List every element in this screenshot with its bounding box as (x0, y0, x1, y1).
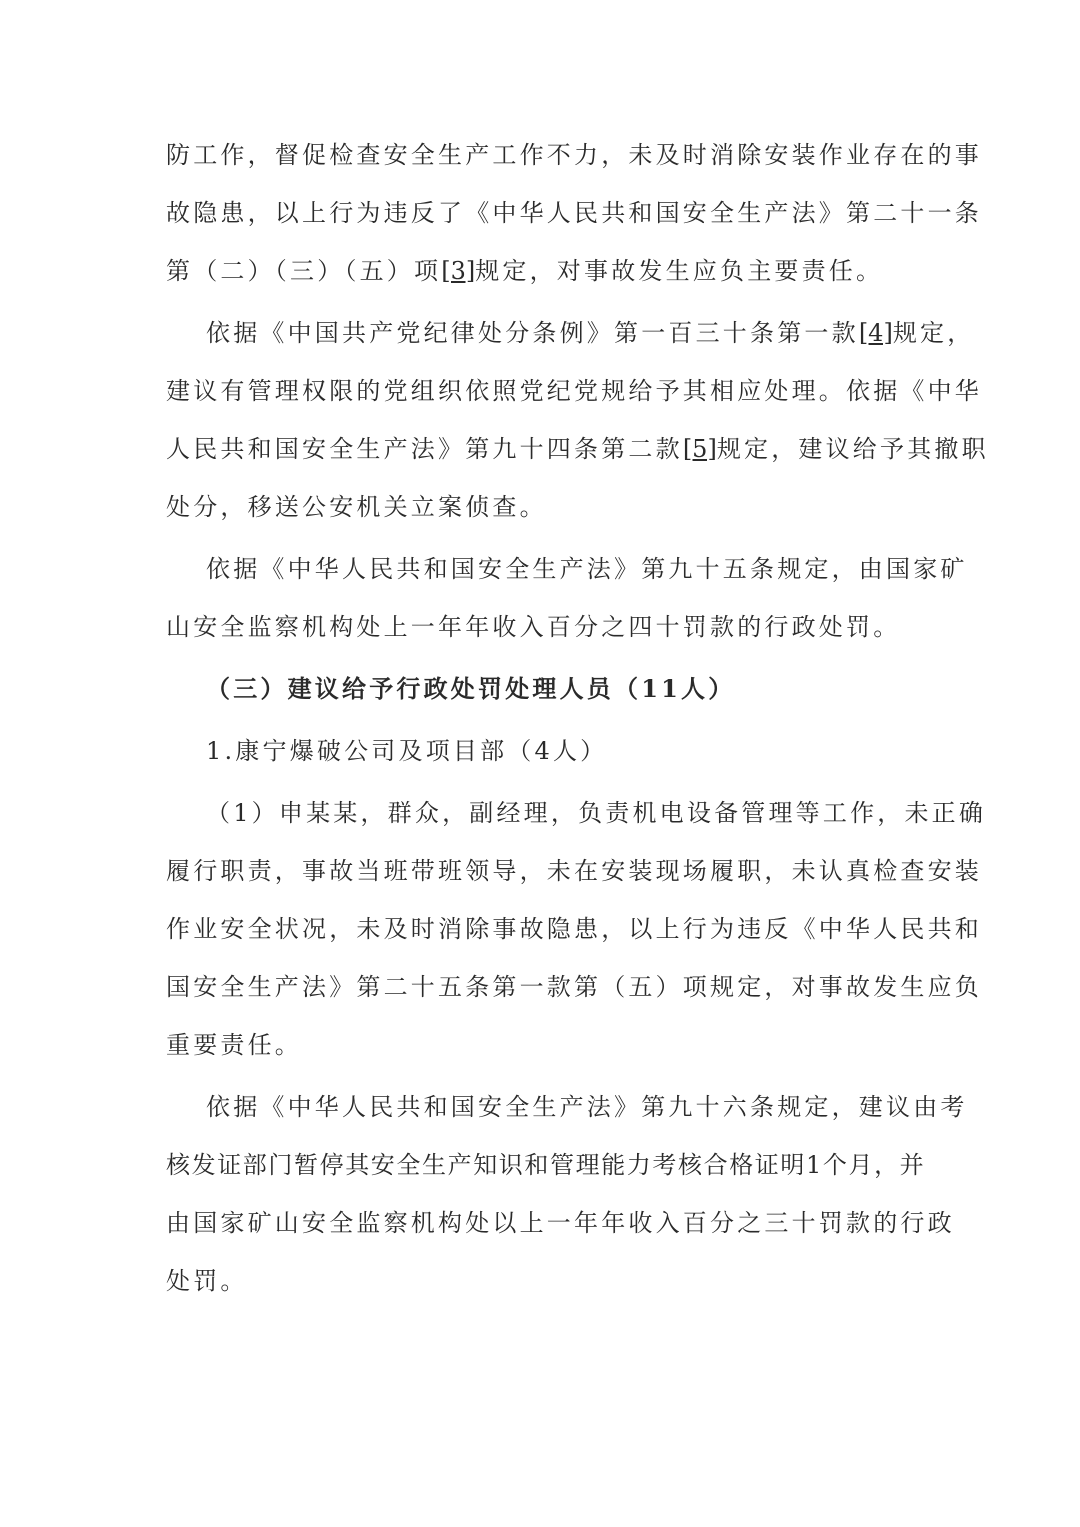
text-line: （1）申某某，群众，副经理，负责机电设备管理等工作，未正确 (206, 799, 987, 827)
text-span: 规定，建议给予其撤职 (716, 435, 989, 463)
text-line: 防工作，督促检查安全生产工作不力，未及时消除安装作业存在的事 (166, 141, 982, 169)
text-line (166, 420, 989, 478)
paragraph-penalty-person-1 (166, 1078, 968, 1310)
text-line (166, 242, 918, 300)
text-line: 处罚。 (166, 1267, 248, 1295)
footnote-ref-3[interactable]: [3] (441, 257, 476, 285)
text-line: 依据《中华人民共和国安全生产法》第九十六条规定，建议由考 (206, 1093, 968, 1121)
text-line: 处分，移送公安机关立案侦查。 (166, 493, 547, 521)
text-span: 人民共和国安全生产法》第九十四条第二款 (166, 435, 683, 463)
text-line: 建议有管理权限的党组织依照党纪党规给予其相应处理。依据《中华 (166, 377, 982, 405)
paragraph-party-discipline (166, 304, 989, 536)
paragraph-responsibility (166, 126, 982, 300)
text-line: 国安全生产法》第二十五条第一款第（五）项规定，对事故发生应负 (166, 973, 982, 1001)
text-span: 规定，对事故发生应负主要责任。 (475, 257, 884, 285)
subsection-heading: 1.康宁爆破公司及项目部（4人） (206, 737, 608, 765)
paragraph-person-1 (166, 784, 987, 1074)
text-line: 故隐患，以上行为违反了《中华人民共和国安全生产法》第二十一条 (166, 199, 982, 227)
paragraph-fine-forty-percent (166, 540, 968, 656)
text-line: 作业安全状况，未及时消除事故隐患，以上行为违反《中华人民共和 (166, 915, 982, 943)
text-span: 依据《中国共产党纪律处分条例》第一百三十条第一款 (206, 319, 859, 347)
text-line: 履行职责，事故当班带班领导，未在安装现场履职，未认真检查安装 (166, 857, 982, 885)
text-line: 山安全监察机构处上一年年收入百分之四十罚款的行政处罚。 (166, 613, 901, 641)
document-page (166, 126, 989, 1310)
text-line: 由国家矿山安全监察机构处以上一年年收入百分之三十罚款的行政 (166, 1209, 955, 1237)
text-line (166, 304, 975, 362)
text-span: 规定， (892, 319, 975, 347)
text-span: 第（二）（三）（五）项 (166, 257, 442, 285)
text-line: 核发证部门暂停其安全生产知识和管理能力考核合格证明1个月，并 (166, 1151, 926, 1179)
section-heading: （三）建议给予行政处罚处理人员（11人） (206, 674, 736, 703)
text-line: 依据《中华人民共和国安全生产法》第九十五条规定，由国家矿 (206, 555, 968, 583)
footnote-ref-5[interactable]: [5] (682, 435, 717, 463)
footnote-ref-4[interactable]: [4] (858, 319, 893, 347)
text-line: 重要责任。 (166, 1031, 302, 1059)
